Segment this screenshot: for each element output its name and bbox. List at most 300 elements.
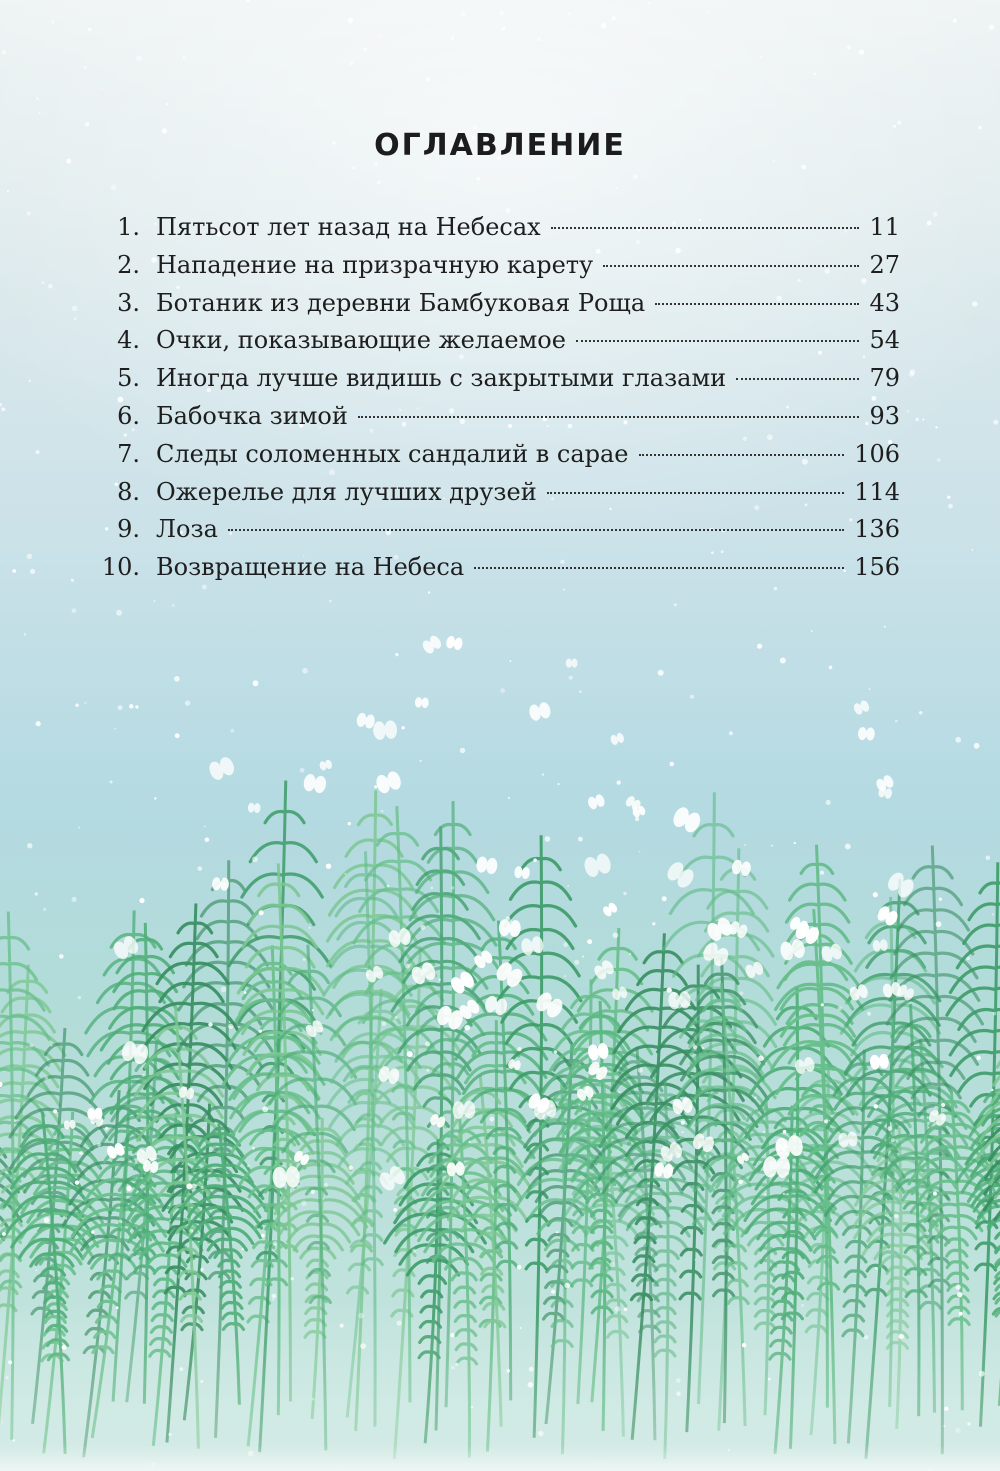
snow-flake bbox=[311, 1190, 315, 1194]
snow-flake bbox=[204, 826, 206, 828]
snow-flake bbox=[186, 1183, 192, 1189]
chapter-title: Возвращение на Небеса bbox=[156, 553, 465, 582]
butterfly bbox=[609, 732, 625, 746]
snow-flake bbox=[939, 898, 942, 901]
snow-flake bbox=[941, 1103, 945, 1107]
snow-flake bbox=[578, 837, 583, 842]
chapter-number: 9. bbox=[117, 515, 140, 544]
snow-flake bbox=[349, 1166, 353, 1170]
snow-flake bbox=[695, 1259, 697, 1261]
snow-flake bbox=[780, 658, 786, 664]
butterfly bbox=[528, 701, 552, 722]
snow-flake bbox=[579, 690, 582, 693]
dot-leader bbox=[603, 265, 859, 267]
snow-flake bbox=[460, 11, 465, 16]
butterfly bbox=[874, 774, 895, 793]
snow-flake bbox=[510, 660, 512, 662]
snow-flake bbox=[617, 781, 621, 785]
butterfly bbox=[587, 793, 607, 810]
snow-flake bbox=[451, 886, 454, 889]
snow-flake bbox=[974, 743, 980, 749]
snow-flake bbox=[674, 603, 677, 606]
snow-flake bbox=[948, 504, 953, 509]
snow-flake bbox=[262, 1106, 268, 1112]
snow-flake bbox=[425, 1041, 430, 1046]
snow-flake bbox=[764, 1193, 766, 1195]
chapter-title: Пятьсот лет назад на Небесах bbox=[156, 213, 541, 241]
snow-flake bbox=[629, 953, 631, 955]
toc-entry[interactable] bbox=[98, 285, 900, 323]
chapter-number: 1. bbox=[117, 213, 140, 241]
snow-flake bbox=[78, 826, 80, 828]
snow-flake bbox=[309, 927, 311, 929]
dot-leader bbox=[551, 227, 860, 229]
snow-flake bbox=[933, 1192, 937, 1196]
snow-flake bbox=[545, 836, 551, 842]
snow-flake bbox=[44, 1217, 50, 1223]
butterfly bbox=[374, 770, 403, 795]
snow-flake bbox=[374, 785, 377, 788]
snow-flake bbox=[326, 864, 331, 869]
snow-flake bbox=[201, 1186, 204, 1189]
snow-flake bbox=[208, 1022, 212, 1026]
toc-entry[interactable] bbox=[98, 247, 900, 285]
snow-flake bbox=[135, 705, 138, 708]
snow-flake bbox=[83, 66, 86, 69]
snow-flake bbox=[648, 2, 651, 5]
snow-flake bbox=[387, 885, 390, 888]
butterfly bbox=[207, 755, 237, 782]
snow-flake bbox=[110, 781, 113, 784]
snow-flake bbox=[956, 1284, 961, 1289]
chapter-page: 27 bbox=[869, 250, 900, 279]
snow-flake bbox=[51, 1045, 53, 1047]
snow-flake bbox=[79, 1151, 83, 1155]
snow-flake bbox=[242, 1248, 244, 1250]
snow-flake bbox=[569, 676, 573, 680]
snow-flake bbox=[426, 77, 430, 81]
snow-flake bbox=[937, 458, 941, 462]
snow-flake bbox=[739, 991, 743, 995]
chapter-number: 7. bbox=[117, 439, 140, 468]
chapter-title: Ботаник из деревни Бамбуковая Роща bbox=[156, 288, 646, 317]
dot-leader bbox=[547, 492, 844, 494]
dot-leader bbox=[576, 340, 859, 342]
butterfly bbox=[852, 699, 870, 716]
snow-flake bbox=[639, 851, 641, 853]
snow-flake bbox=[744, 844, 746, 846]
snow-flake bbox=[185, 700, 190, 705]
snow-flake bbox=[377, 181, 381, 185]
snow-flake bbox=[635, 817, 639, 821]
snow-flake bbox=[859, 50, 864, 55]
snow-flake bbox=[322, 1198, 324, 1200]
snow-flake bbox=[27, 843, 32, 848]
snow-flake bbox=[690, 695, 694, 699]
chapter-page: 93 bbox=[869, 401, 900, 430]
snow-flake bbox=[78, 996, 81, 999]
snow-flake bbox=[729, 731, 733, 735]
snow-flake bbox=[53, 1109, 57, 1113]
snow-flake bbox=[30, 569, 35, 574]
snow-flake bbox=[29, 380, 32, 383]
snow-flake bbox=[300, 768, 305, 773]
chapter-page: 156 bbox=[854, 553, 900, 582]
dot-leader bbox=[358, 416, 860, 418]
chapter-page: 54 bbox=[869, 326, 900, 355]
snow-flake bbox=[490, 1117, 495, 1122]
chapter-page: 43 bbox=[869, 288, 900, 317]
toc-entry[interactable] bbox=[98, 209, 900, 247]
snow-flake bbox=[533, 858, 537, 862]
snow-flake bbox=[352, 167, 354, 169]
snow-flake bbox=[500, 688, 505, 693]
butterfly bbox=[601, 901, 618, 918]
snow-flake bbox=[259, 1029, 262, 1032]
snow-flake bbox=[244, 991, 247, 994]
snow-flake bbox=[582, 955, 584, 957]
snow-flake bbox=[845, 844, 851, 850]
snow-flake bbox=[783, 1193, 785, 1195]
butterfly bbox=[705, 915, 735, 943]
snow-flake bbox=[230, 729, 234, 733]
snow-flake bbox=[873, 892, 878, 897]
chapter-number: 6. bbox=[117, 401, 140, 430]
snow-flake bbox=[348, 18, 353, 23]
butterfly bbox=[869, 1054, 889, 1070]
snow-flake bbox=[197, 866, 202, 871]
snow-flake bbox=[564, 975, 566, 977]
snow-flake bbox=[412, 1249, 416, 1253]
snow-flake bbox=[693, 1045, 697, 1049]
snow-flake bbox=[105, 1127, 108, 1130]
snow-flake bbox=[477, 177, 480, 180]
snow-flake bbox=[682, 1131, 684, 1133]
snow-flake bbox=[895, 720, 898, 723]
snow-flake bbox=[30, 1044, 34, 1048]
snow-flake bbox=[36, 450, 40, 454]
snow-flake bbox=[116, 610, 122, 616]
dot-leader bbox=[655, 303, 859, 305]
snow-flake bbox=[612, 16, 616, 20]
snow-flake bbox=[874, 1104, 879, 1109]
snow-flake bbox=[111, 185, 117, 191]
snow-flake bbox=[888, 1126, 893, 1131]
snow-flake bbox=[869, 688, 871, 690]
snow-flake bbox=[119, 1220, 122, 1223]
snow-flake bbox=[638, 1068, 643, 1073]
snow-flake bbox=[301, 1201, 307, 1207]
snow-flake bbox=[291, 1277, 294, 1280]
snow-flake bbox=[616, 187, 618, 189]
snow-flake bbox=[953, 19, 957, 23]
table-of-contents bbox=[98, 209, 900, 587]
snow-flake bbox=[75, 1180, 79, 1184]
snow-flake bbox=[420, 760, 422, 762]
snow-flake bbox=[84, 702, 86, 704]
toc-entry[interactable] bbox=[98, 398, 900, 436]
snow-flake bbox=[537, 38, 540, 41]
butterfly bbox=[372, 720, 397, 741]
chapter-number: 3. bbox=[117, 288, 140, 317]
snow-flake bbox=[933, 212, 938, 217]
snow-flake bbox=[2, 50, 6, 54]
snow-flake bbox=[875, 1267, 877, 1269]
snow-flake bbox=[420, 925, 425, 930]
snow-flake bbox=[667, 987, 672, 992]
snow-flake bbox=[253, 680, 259, 686]
butterfly bbox=[356, 712, 376, 729]
snow-flake bbox=[169, 1220, 171, 1222]
snow-flake bbox=[407, 1051, 413, 1057]
snow-flake bbox=[205, 838, 210, 843]
snow-flake bbox=[261, 1234, 265, 1238]
snow-flake bbox=[992, 914, 994, 916]
snow-flake bbox=[51, 20, 54, 23]
snow-flake bbox=[460, 748, 465, 753]
snow-flake bbox=[957, 1292, 962, 1297]
snow-flake bbox=[91, 1230, 94, 1233]
page-title: ОГЛАВЛЕНИЕ bbox=[374, 128, 626, 163]
butterfly bbox=[304, 1018, 326, 1039]
snow-flake bbox=[203, 1127, 205, 1129]
snow-flake bbox=[42, 281, 45, 284]
snow-flake bbox=[502, 27, 506, 31]
snow-flake bbox=[401, 726, 404, 729]
snow-flake bbox=[14, 1120, 17, 1123]
snow-flake bbox=[190, 1229, 194, 1233]
snow-flake bbox=[652, 922, 655, 925]
snow-flake bbox=[363, 47, 367, 51]
snow-flake bbox=[867, 1012, 871, 1016]
snow-flake bbox=[129, 704, 133, 708]
snow-flake bbox=[824, 1119, 828, 1123]
snow-flake bbox=[380, 35, 382, 37]
butterfly bbox=[582, 852, 613, 879]
snow-flake bbox=[658, 670, 664, 676]
dot-leader bbox=[228, 529, 844, 531]
snow-flake bbox=[907, 410, 910, 413]
snow-flake bbox=[183, 57, 186, 60]
snow-flake bbox=[344, 873, 346, 875]
snow-flake bbox=[303, 958, 306, 961]
snow-flake bbox=[802, 165, 806, 169]
snow-flake bbox=[381, 810, 383, 812]
snow-flake bbox=[670, 1189, 672, 1191]
snow-flake bbox=[302, 668, 308, 674]
chapter-title: Иногда лучше видишь с закрытыми глазами bbox=[156, 364, 727, 393]
snow-flake bbox=[395, 1016, 398, 1019]
snow-flake bbox=[986, 856, 991, 861]
snow-flake bbox=[252, 1147, 255, 1150]
snow-flake bbox=[936, 921, 942, 927]
snow-flake bbox=[464, 1025, 470, 1031]
snow-flake bbox=[350, 61, 354, 65]
dot-leader bbox=[736, 378, 859, 380]
toc-entry[interactable] bbox=[98, 549, 900, 587]
snow-flake bbox=[75, 704, 78, 707]
snow-flake bbox=[613, 932, 619, 938]
snow-flake bbox=[411, 13, 413, 15]
snow-flake bbox=[757, 644, 762, 649]
snow-flake bbox=[993, 420, 998, 425]
dot-leader bbox=[639, 454, 845, 456]
snow-flake bbox=[172, 604, 174, 606]
chapter-number: 8. bbox=[117, 477, 140, 506]
snow-flake bbox=[438, 979, 440, 981]
snow-flake bbox=[200, 1268, 203, 1271]
snow-flake bbox=[972, 301, 977, 306]
snow-flake bbox=[259, 910, 264, 915]
snow-flake bbox=[587, 939, 592, 944]
snow-flake bbox=[126, 1186, 132, 1192]
snow-flake bbox=[72, 608, 77, 613]
snow-flake bbox=[947, 496, 950, 499]
snow-flake bbox=[706, 11, 708, 13]
snow-flake bbox=[100, 87, 102, 89]
chapter-number: 5. bbox=[117, 364, 140, 393]
snow-flake bbox=[919, 711, 922, 714]
snow-flake bbox=[891, 1138, 895, 1142]
snow-flake bbox=[35, 892, 38, 895]
chapter-number: 10. bbox=[101, 553, 140, 582]
snow-flake bbox=[670, 762, 675, 767]
snow-flake bbox=[574, 960, 579, 965]
snow-flake bbox=[88, 28, 91, 31]
chapter-page: 11 bbox=[869, 213, 900, 241]
snow-flake bbox=[623, 892, 626, 895]
snow-flake bbox=[272, 1294, 277, 1299]
toc-entry[interactable] bbox=[98, 322, 900, 360]
snow-flake bbox=[518, 1047, 522, 1051]
snow-flake bbox=[221, 987, 227, 993]
snow-flake bbox=[811, 630, 813, 632]
chapter-title: Нападение на призрачную карету bbox=[156, 250, 594, 279]
snow-flake bbox=[563, 942, 568, 947]
snow-flake bbox=[934, 1106, 939, 1111]
dot-leader bbox=[474, 567, 844, 569]
toc-entry[interactable] bbox=[98, 436, 900, 474]
snow-flake bbox=[428, 591, 430, 593]
snow-flake bbox=[909, 372, 914, 377]
snow-flake bbox=[783, 1130, 787, 1134]
snow-flake bbox=[252, 856, 258, 862]
snow-flake bbox=[348, 822, 351, 825]
toc-entry[interactable] bbox=[98, 511, 900, 549]
chapter-number: 2. bbox=[117, 250, 140, 279]
chapter-title: Бабочка зимой bbox=[156, 401, 348, 430]
snow-flake bbox=[662, 896, 667, 901]
snow-flake bbox=[922, 419, 924, 421]
butterfly bbox=[302, 773, 327, 794]
butterfly bbox=[533, 990, 565, 1020]
snow-flake bbox=[915, 418, 919, 422]
toc-entry[interactable] bbox=[98, 474, 900, 512]
snow-flake bbox=[849, 1082, 851, 1084]
snow-flake bbox=[738, 1180, 743, 1185]
snow-flake bbox=[847, 45, 851, 49]
snow-flake bbox=[935, 426, 937, 428]
snow-flake bbox=[469, 1141, 471, 1143]
snow-flake bbox=[619, 1091, 621, 1093]
snow-flake bbox=[976, 1056, 981, 1061]
snow-flake bbox=[324, 1183, 328, 1187]
snow-flake bbox=[829, 666, 833, 670]
snow-flake bbox=[374, 162, 378, 166]
snow-flake bbox=[971, 549, 973, 551]
snow-flake bbox=[27, 211, 31, 215]
snow-flake bbox=[36, 1269, 38, 1271]
snow-flake bbox=[551, 1290, 555, 1294]
chapter-title: Ожерелье для лучших друзей bbox=[156, 477, 537, 506]
snow-flake bbox=[542, 773, 545, 776]
snow-flake bbox=[312, 1009, 314, 1011]
snow-flake bbox=[774, 587, 777, 590]
snow-flake bbox=[174, 676, 180, 682]
snow-flake bbox=[564, 1283, 570, 1289]
snow-flake bbox=[405, 963, 410, 968]
snow-flake bbox=[838, 1006, 843, 1011]
snow-flake bbox=[758, 1056, 764, 1062]
snow-flake bbox=[329, 600, 332, 603]
butterfly bbox=[858, 727, 875, 741]
snow-flake bbox=[38, 112, 40, 114]
chapter-page: 106 bbox=[854, 439, 900, 468]
butterfly bbox=[212, 877, 229, 891]
snow-flake bbox=[136, 55, 142, 61]
snow-flake bbox=[45, 1076, 49, 1080]
snow-flake bbox=[601, 23, 606, 28]
snow-flake bbox=[12, 569, 16, 573]
snow-flake bbox=[993, 1012, 997, 1016]
snow-flake bbox=[395, 653, 398, 656]
snow-flake bbox=[897, 121, 901, 125]
snow-flake bbox=[884, 626, 886, 628]
snow-flake bbox=[2, 1232, 6, 1236]
snow-flake bbox=[894, 1214, 899, 1219]
snow-flake bbox=[499, 11, 504, 16]
snow-flake bbox=[556, 1231, 558, 1233]
snow-flake bbox=[59, 954, 64, 959]
snow-flake bbox=[702, 1047, 704, 1049]
snow-flake bbox=[820, 871, 824, 875]
snow-flake bbox=[794, 842, 796, 844]
toc-entry[interactable] bbox=[98, 360, 900, 398]
snow-flake bbox=[1, 407, 5, 411]
snow-flake bbox=[426, 1069, 429, 1072]
snow-flake bbox=[955, 737, 961, 743]
snow-flake bbox=[74, 317, 77, 320]
snow-flake bbox=[228, 1024, 233, 1029]
snow-flake bbox=[7, 190, 9, 192]
chapter-title: Очки, показывающие желаемое bbox=[156, 326, 566, 355]
snow-flake bbox=[989, 25, 994, 30]
snow-flake bbox=[382, 1022, 387, 1027]
snow-flake bbox=[771, 845, 773, 847]
snow-flake bbox=[451, 37, 455, 41]
chapter-number: 4. bbox=[117, 326, 140, 355]
snow-flake bbox=[71, 579, 74, 582]
snow-flake bbox=[97, 1143, 101, 1147]
snow-flake bbox=[118, 705, 123, 710]
snow-flake bbox=[36, 721, 41, 726]
snow-flake bbox=[826, 800, 831, 805]
chapter-page: 79 bbox=[869, 364, 900, 393]
chapter-page: 136 bbox=[854, 515, 900, 544]
butterfly bbox=[319, 759, 333, 771]
snow-flake bbox=[754, 1097, 756, 1099]
snow-flake bbox=[674, 123, 676, 125]
